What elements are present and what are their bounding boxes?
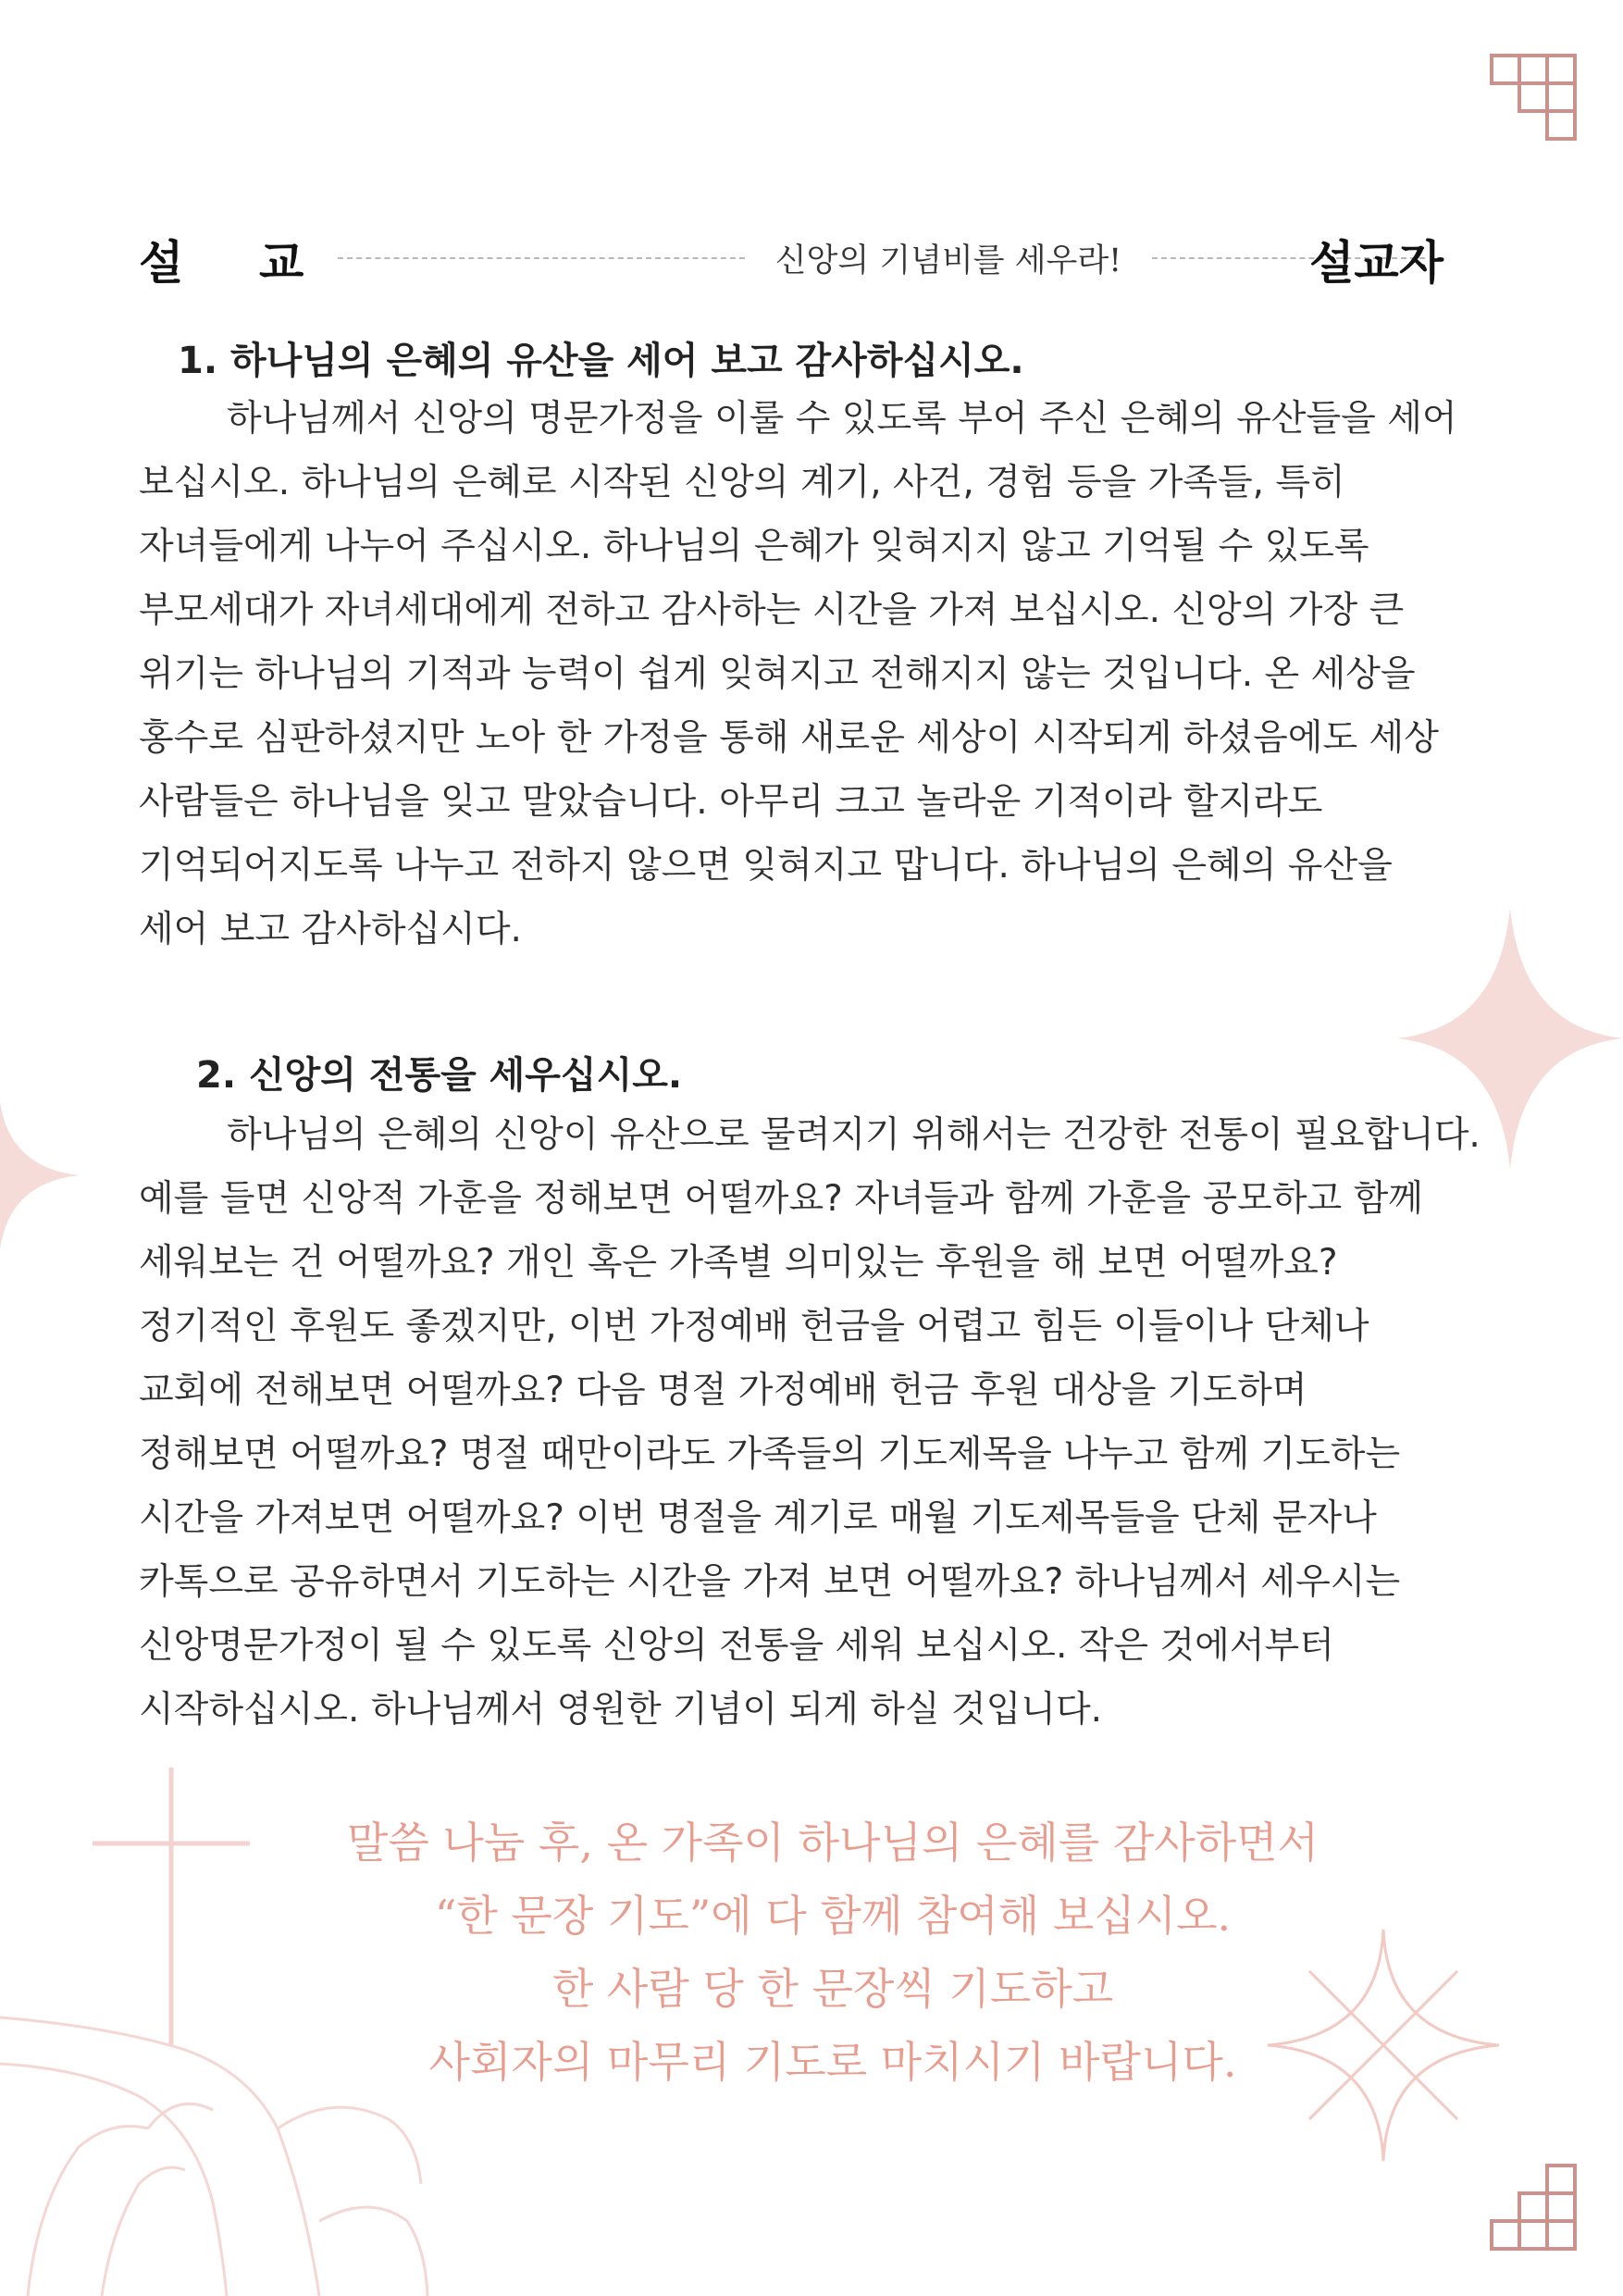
sparkle-icon bbox=[0, 1101, 80, 1249]
preacher-label: 설교자 bbox=[1309, 236, 1443, 290]
body-line: 카톡으로 공유하면서 기도하는 시간을 가져 보면 어떨까요? 하나님께서 세우시는 bbox=[139, 1561, 1401, 1603]
body-line: 신앙명문가정이 될 수 있도록 신앙의 전통을 세워 보십시오. 작은 것에서부터 bbox=[139, 1625, 1334, 1667]
section-1-heading: 1. 하나님의 은혜의 유산을 세어 보고 감사하십시오. bbox=[178, 340, 1024, 382]
body-line: 하나님의 은혜의 신앙이 유산으로 물려지기 위해서는 건강한 전통이 필요합니다. bbox=[227, 1114, 1481, 1156]
body-line: 시작하십시오. 하나님께서 영원한 기념이 되게 하실 것입니다. bbox=[139, 1689, 1103, 1731]
grid-ornament-top bbox=[1492, 56, 1575, 139]
cross-icon bbox=[93, 1768, 250, 2045]
sermon-title: 신앙의 기념비를 세우라! bbox=[774, 242, 1122, 279]
body-line: 부모세대가 자녀세대에게 전하고 감사하는 시간을 가져 보십시오. 신앙의 가장 큰 bbox=[139, 590, 1405, 631]
sermon-label-2: 교 bbox=[259, 236, 304, 290]
body-line: 세어 보고 감사하십시다. bbox=[139, 909, 522, 950]
body-line: 정기적인 후원도 좋겠지만, 이번 가정예배 헌금을 어렵고 힘든 이들이나 단체나 bbox=[139, 1306, 1369, 1347]
body-line: 세워보는 건 어떨까요? 개인 혹은 가족별 의미있는 후원을 해 보면 어떨까요? bbox=[139, 1242, 1338, 1284]
body-line: 예를 들면 신앙적 가훈을 정해보면 어떨까요? 자녀들과 함께 가훈을 공모하고 함께 bbox=[139, 1178, 1423, 1220]
body-line: 보십시오. 하나님의 은혜로 시작된 신앙의 계기, 사건, 경험 등을 가족들, 특히 bbox=[139, 462, 1345, 503]
body-line: 시간을 가져보면 어떨까요? 이번 명절을 계기로 매월 기도제목들을 단체 문자나 bbox=[139, 1497, 1377, 1539]
sermon-label-1: 설 bbox=[139, 236, 184, 290]
section-1-body bbox=[139, 387, 1490, 962]
body-line: 정해보면 어떨까요? 명절 때만이라도 가족들의 기도제목을 나누고 함께 기도하는 bbox=[139, 1433, 1401, 1475]
header-divider-left bbox=[338, 257, 745, 259]
closing-line: 사회자의 마무리 기도로 마치시기 바랍니다. bbox=[428, 2037, 1237, 2087]
section-2-body bbox=[139, 1103, 1490, 1742]
closing-line: 말씀 나눔 후, 온 가족이 하나님의 은혜를 감사하면서 bbox=[346, 1818, 1319, 1868]
body-line: 자녀들에게 나누어 주십시오. 하나님의 은혜가 잊혀지지 않고 기억될 수 있도록 bbox=[139, 526, 1369, 567]
section-2-heading: 2. 신앙의 전통을 세우십시오. bbox=[196, 1054, 683, 1097]
sermon-header bbox=[139, 220, 1443, 294]
body-line: 위기는 하나님의 기적과 능력이 쉽게 잊혀지고 전해지지 않는 것입니다. 온 세상을 bbox=[139, 653, 1416, 695]
closing-instruction bbox=[231, 1806, 1434, 2099]
body-line: 사람들은 하나님을 잊고 말았습니다. 아무리 크고 놀라운 기적이라 할지라도 bbox=[139, 781, 1323, 823]
closing-line: 한 사람 당 한 문장씩 기도하고 bbox=[551, 1964, 1114, 2014]
body-line: 홍수로 심판하셨지만 노아 한 가정을 통해 새로운 세상이 시작되게 하셨음에도 세상 bbox=[139, 717, 1439, 759]
body-line: 교회에 전해보면 어떨까요? 다음 명절 가정예배 헌금 후원 대상을 기도하며 bbox=[139, 1370, 1307, 1411]
body-line: 기억되어지도록 나누고 전하지 않으면 잊혀지고 맙니다. 하나님의 은혜의 유산을 bbox=[139, 845, 1393, 887]
body-line: 하나님께서 신앙의 명문가정을 이룰 수 있도록 부어 주신 은혜의 유산들을 세어 bbox=[227, 398, 1457, 440]
closing-line: “한 문장 기도”에 다 함께 참여해 보십시오. bbox=[434, 1891, 1232, 1941]
grid-ornament-bottom bbox=[1492, 2166, 1575, 2249]
